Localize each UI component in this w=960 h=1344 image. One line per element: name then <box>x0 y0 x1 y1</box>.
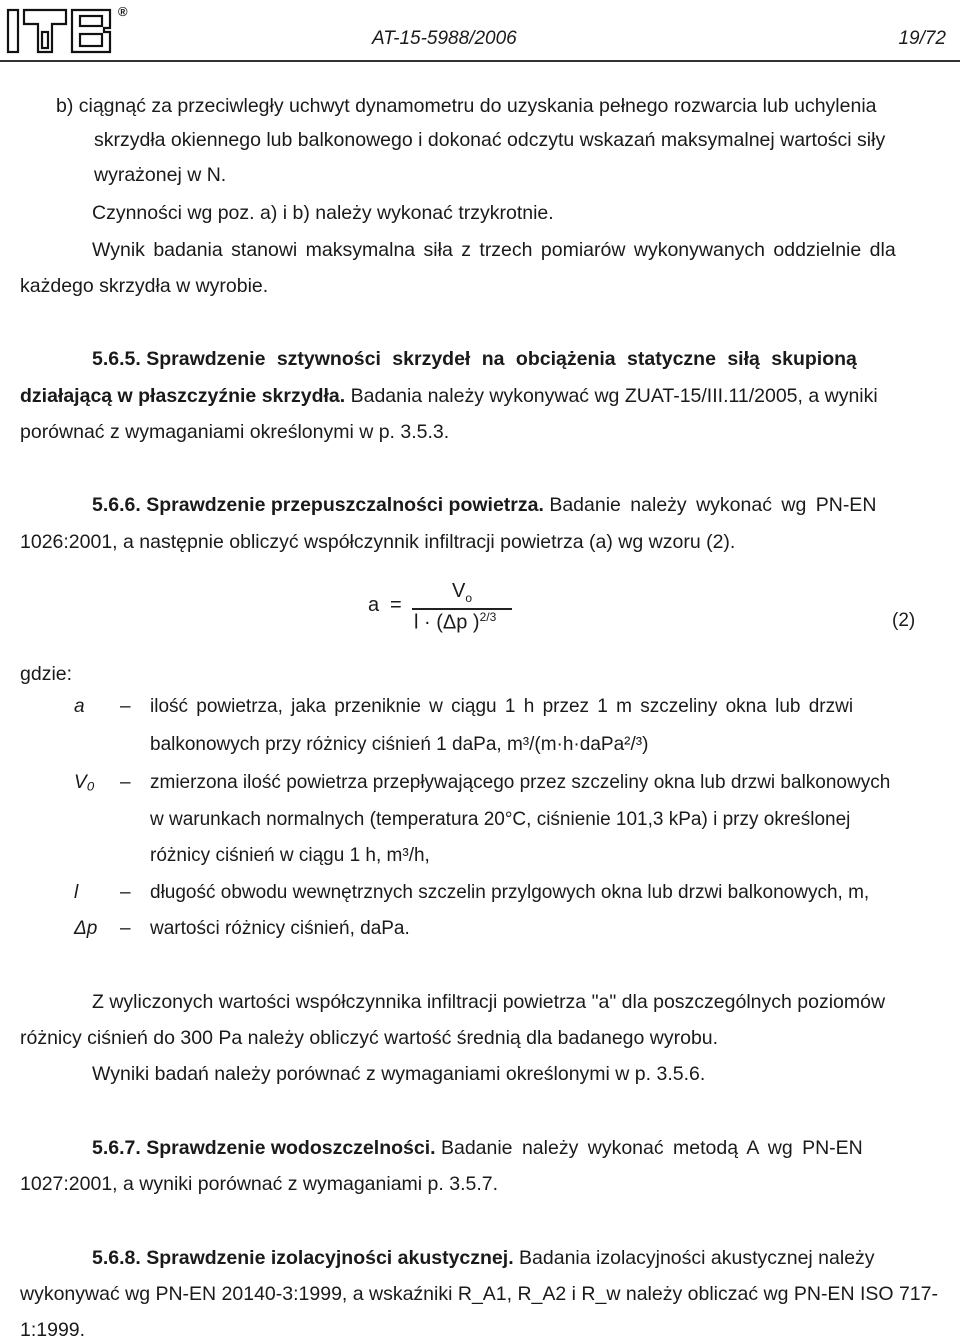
section-565-line3: porównać z wymaganiami określonymi w p. 3.5.3. <box>20 421 450 443</box>
section-565-text: Badania należy wykonywać wg ZUAT-15/III.11/2005, a wyniki <box>350 385 878 407</box>
section-566-number: 5.6.6. <box>92 494 141 516</box>
para-z-line2: różnicy ciśnień do 300 Pa należy obliczyć wartość średnią dla badanego wyrobu. <box>20 1027 719 1049</box>
formula-den-sup: 2/3 <box>479 610 497 624</box>
gdzie-label: gdzie: <box>20 663 73 685</box>
section-566-title: Sprawdzenie przepuszczalności powietrza. <box>146 494 544 516</box>
para-b-line1: b) ciągnąć za przeciwległy uchwyt dynamometru do uzyskania pełnego rozwarcia lub uchylenia <box>56 95 877 117</box>
section-568-title: Sprawdzenie izolacyjności akustycznej. <box>146 1247 514 1269</box>
section-568-text: Badania izolacyjności akustycznej należy <box>519 1247 875 1269</box>
def-v0-line3: różnicy ciśnień w ciągu 1 h, m³/h, <box>150 845 430 866</box>
document-id: AT-15-5988/2006 <box>372 28 517 49</box>
header-rule <box>0 60 960 62</box>
page-number: 19/72 <box>898 28 946 49</box>
def-symbol-l: l <box>74 882 79 903</box>
formula-ref: (2) <box>892 610 916 631</box>
formula-num-sub: o <box>465 591 473 605</box>
para-wynik-line1: Wynik badania stanowi maksymalna siła z trzech pomiarów wykonywanych oddzielnie dla <box>92 239 896 261</box>
page-header <box>0 0 960 62</box>
def-symbol-dp: Δp <box>74 918 98 939</box>
section-566-line2: 1026:2001, a następnie obliczyć współczynnik infiltracji powietrza (a) wg wzoru (2). <box>20 531 736 553</box>
def-l-line1: długość obwodu wewnętrznych szczelin przylgowych okna lub drzwi balkonowych, m, <box>150 882 870 903</box>
section-567-title: Sprawdzenie wodoszczelności. <box>146 1137 436 1159</box>
def-a-line2: balkonowych przy różnicy ciśnień 1 daPa, m³/(m·h·daPa²/³) <box>150 734 649 755</box>
formula-2 <box>368 580 568 650</box>
para-wynik-line2: każdego skrzydła w wyrobie. <box>20 275 269 297</box>
section-568-line2: wykonywać wg PN-EN 20140-3:1999, a wskaźniki R_A1, R_A2 i R_w należy obliczać wg PN-EN ISO 717- <box>20 1283 938 1305</box>
def-dp-line1: wartości różnicy ciśnień, daPa. <box>150 918 410 939</box>
formula-den-base: l · (Δp ) <box>414 611 480 634</box>
formula-num-base: V <box>452 580 466 602</box>
registered-mark: ® <box>118 4 128 19</box>
section-565-title-part1: Sprawdzenie sztywności skrzydeł na obciążenia statyczne siłą skupioną <box>146 348 857 370</box>
itb-logo <box>6 4 126 56</box>
para-b-line3: wyrażonej w N. <box>94 164 227 186</box>
def-dash-l: – <box>120 882 131 903</box>
section-565-title-part2: działającą w płaszczyźnie skrzydła. <box>20 385 346 407</box>
def-v0-line1: zmierzona ilość powietrza przepływającego przez szczeliny okna lub drzwi balkonowych <box>150 772 891 793</box>
itb-logo-icon <box>6 4 118 56</box>
section-567-line2: 1027:2001, a wyniki porównać z wymaganiami p. 3.5.7. <box>20 1173 499 1195</box>
section-567-text: Badanie należy wykonać metodą A wg PN-EN <box>440 1137 863 1159</box>
section-567-number: 5.6.7. <box>92 1137 141 1159</box>
section-567-heading <box>92 1138 863 1159</box>
section-565-number: 5.6.5. <box>92 348 141 370</box>
section-568-number: 5.6.8. <box>92 1247 141 1269</box>
para-b-line2: skrzydła okiennego lub balkonowego i dokonać odczytu wskazań maksymalnej wartości siły <box>94 129 886 151</box>
formula-denominator <box>414 610 496 635</box>
formula-numerator <box>452 580 472 605</box>
def-dash-v0: – <box>120 772 131 793</box>
def-symbol-v0: V₀ <box>74 772 95 793</box>
section-566-heading <box>92 495 876 516</box>
section-568-heading <box>92 1248 875 1269</box>
formula-equals: = <box>390 594 402 616</box>
formula-lhs: a <box>368 594 380 616</box>
def-dash-dp: – <box>120 918 131 939</box>
section-566-text: Badanie należy wykonać wg PN-EN <box>549 494 877 516</box>
section-565-heading <box>92 349 857 370</box>
para-czynnosci: Czynności wg poz. a) i b) należy wykonać trzykrotnie. <box>92 202 554 224</box>
def-a-line1: ilość powietrza, jaka przeniknie w ciągu 1 h przez 1 m szczeliny okna lub drzwi <box>150 696 854 717</box>
para-z-line1: Z wyliczonych wartości współczynnika infiltracji powietrza "a" dla poszczególnych poziomów <box>92 991 886 1013</box>
section-568-line3: 1:1999. <box>20 1319 86 1341</box>
def-v0-line2: w warunkach normalnych (temperatura 20°C, ciśnienie 101,3 kPa) i przy określonej <box>150 809 851 830</box>
def-symbol-a: a <box>74 696 85 717</box>
def-dash-a: – <box>120 696 131 717</box>
para-z-line3: Wyniki badań należy porównać z wymaganiami określonymi w p. 3.5.6. <box>92 1063 706 1085</box>
section-565-line2 <box>20 386 878 407</box>
